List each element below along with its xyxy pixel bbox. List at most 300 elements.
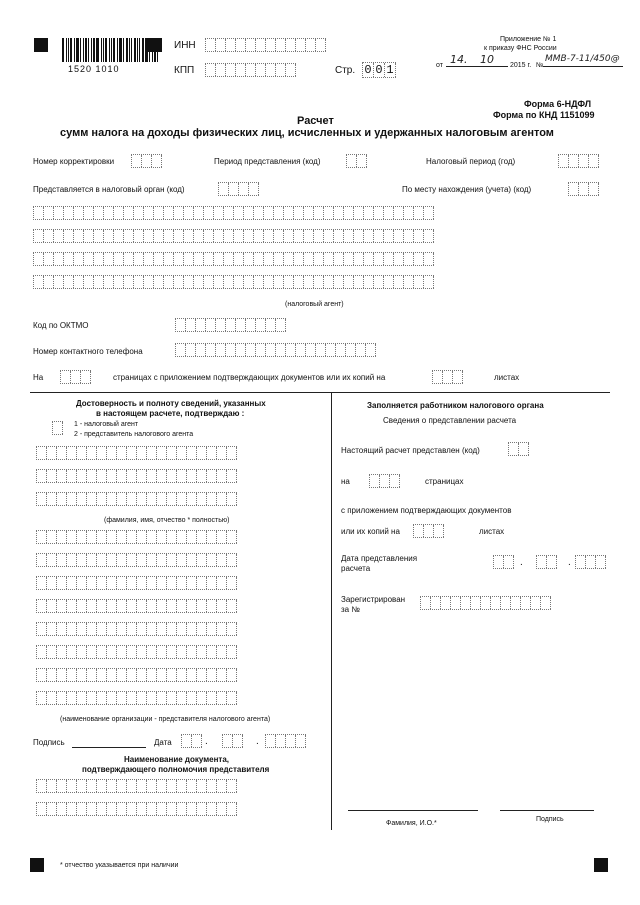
input-cell[interactable] — [77, 803, 87, 815]
input-cell[interactable] — [254, 276, 264, 288]
input-cell[interactable] — [364, 253, 374, 265]
input-cell[interactable] — [374, 207, 384, 219]
input-cell[interactable] — [57, 692, 67, 704]
input-cell[interactable] — [97, 447, 107, 459]
input-cell[interactable] — [134, 276, 144, 288]
input-cell[interactable] — [167, 669, 177, 681]
input-cell[interactable] — [451, 597, 461, 609]
input-cell[interactable] — [434, 525, 444, 537]
input-cell[interactable] — [57, 780, 67, 792]
input-cell[interactable] — [227, 780, 237, 792]
input-cell[interactable] — [286, 344, 296, 356]
input-cell[interactable] — [107, 669, 117, 681]
input-cell[interactable] — [224, 207, 234, 219]
input-cell[interactable] — [304, 253, 314, 265]
input-cell[interactable] — [57, 493, 67, 505]
input-cell[interactable] — [127, 493, 137, 505]
input-cell[interactable] — [194, 276, 204, 288]
input-cell[interactable] — [214, 207, 224, 219]
input-cell[interactable] — [227, 669, 237, 681]
input-cell[interactable] — [67, 531, 77, 543]
org-row-4[interactable] — [36, 599, 237, 613]
input-cell[interactable] — [177, 493, 187, 505]
input-cell[interactable] — [246, 319, 256, 331]
input-cell[interactable] — [246, 39, 256, 51]
input-cell[interactable] — [34, 253, 44, 265]
input-cell[interactable] — [186, 344, 196, 356]
input-cell[interactable] — [217, 493, 227, 505]
input-cell[interactable] — [57, 577, 67, 589]
input-cell[interactable] — [107, 493, 117, 505]
input-cell[interactable] — [177, 531, 187, 543]
input-cell[interactable] — [67, 646, 77, 658]
input-cell[interactable] — [87, 493, 97, 505]
input-cell[interactable] — [77, 646, 87, 658]
input-cell[interactable] — [394, 207, 404, 219]
input-cell[interactable] — [124, 276, 134, 288]
right-pages-field[interactable] — [369, 474, 400, 488]
date-year-field[interactable] — [265, 734, 306, 748]
input-cell[interactable] — [137, 447, 147, 459]
input-cell[interactable] — [137, 646, 147, 658]
input-cell[interactable] — [53, 422, 63, 434]
tax-agent-row-1[interactable] — [33, 206, 434, 220]
input-cell[interactable] — [234, 207, 244, 219]
input-cell[interactable] — [77, 577, 87, 589]
input-cell[interactable] — [57, 669, 67, 681]
input-cell[interactable] — [157, 669, 167, 681]
input-cell[interactable] — [47, 669, 57, 681]
right-signature-line[interactable] — [500, 810, 594, 811]
input-cell[interactable] — [196, 319, 206, 331]
input-cell[interactable] — [414, 276, 424, 288]
input-cell[interactable] — [147, 470, 157, 482]
input-cell[interactable] — [304, 276, 314, 288]
input-cell[interactable] — [57, 623, 67, 635]
input-cell[interactable] — [197, 577, 207, 589]
input-cell[interactable] — [77, 554, 87, 566]
input-cell[interactable] — [206, 64, 216, 76]
input-cell[interactable] — [47, 447, 57, 459]
input-cell[interactable] — [461, 597, 471, 609]
input-cell[interactable] — [286, 735, 296, 747]
input-cell[interactable] — [264, 207, 274, 219]
input-cell[interactable] — [206, 39, 216, 51]
input-cell[interactable] — [177, 447, 187, 459]
input-cell[interactable] — [357, 155, 367, 167]
input-cell[interactable] — [314, 230, 324, 242]
input-cell[interactable] — [97, 669, 107, 681]
input-cell[interactable] — [264, 253, 274, 265]
input-cell[interactable] — [87, 623, 97, 635]
input-cell[interactable] — [227, 803, 237, 815]
input-cell[interactable] — [364, 230, 374, 242]
input-cell[interactable] — [117, 646, 127, 658]
input-cell[interactable] — [147, 780, 157, 792]
input-cell[interactable] — [596, 556, 606, 568]
input-cell[interactable] — [236, 64, 246, 76]
input-cell[interactable] — [306, 39, 316, 51]
right-sheets-field[interactable] — [413, 524, 444, 538]
input-cell[interactable] — [197, 803, 207, 815]
input-cell[interactable] — [107, 600, 117, 612]
input-cell[interactable] — [509, 443, 519, 455]
input-cell[interactable] — [147, 600, 157, 612]
input-cell[interactable] — [187, 623, 197, 635]
input-cell[interactable] — [97, 646, 107, 658]
input-cell[interactable] — [97, 803, 107, 815]
page-number-digit[interactable]: 0 — [363, 63, 374, 77]
input-cell[interactable] — [57, 646, 67, 658]
input-cell[interactable] — [147, 623, 157, 635]
input-cell[interactable] — [54, 253, 64, 265]
input-cell[interactable] — [74, 207, 84, 219]
input-cell[interactable] — [424, 230, 434, 242]
input-cell[interactable] — [394, 230, 404, 242]
input-cell[interactable] — [187, 470, 197, 482]
input-cell[interactable] — [127, 669, 137, 681]
input-cell[interactable] — [254, 230, 264, 242]
input-cell[interactable] — [207, 692, 217, 704]
input-cell[interactable] — [197, 669, 207, 681]
input-cell[interactable] — [147, 447, 157, 459]
input-cell[interactable] — [176, 344, 186, 356]
input-cell[interactable] — [187, 531, 197, 543]
fio-row-3[interactable] — [36, 492, 237, 506]
input-cell[interactable] — [144, 207, 154, 219]
input-cell[interactable] — [207, 470, 217, 482]
input-cell[interactable] — [167, 600, 177, 612]
input-cell[interactable] — [77, 692, 87, 704]
input-cell[interactable] — [384, 207, 394, 219]
input-cell[interactable] — [124, 253, 134, 265]
org-row-8[interactable] — [36, 691, 237, 705]
input-cell[interactable] — [34, 276, 44, 288]
input-cell[interactable] — [137, 531, 147, 543]
input-cell[interactable] — [97, 470, 107, 482]
input-cell[interactable] — [84, 207, 94, 219]
input-cell[interactable] — [229, 183, 239, 195]
input-cell[interactable] — [134, 253, 144, 265]
input-cell[interactable] — [207, 803, 217, 815]
input-cell[interactable] — [197, 780, 207, 792]
input-cell[interactable] — [77, 470, 87, 482]
input-cell[interactable] — [316, 344, 326, 356]
input-cell[interactable] — [147, 646, 157, 658]
input-cell[interactable] — [576, 556, 586, 568]
input-cell[interactable] — [236, 39, 246, 51]
input-cell[interactable] — [47, 577, 57, 589]
input-cell[interactable] — [167, 493, 177, 505]
tax-agent-row-2[interactable] — [33, 229, 434, 243]
input-cell[interactable] — [84, 253, 94, 265]
input-cell[interactable] — [57, 554, 67, 566]
input-cell[interactable] — [559, 155, 569, 167]
input-cell[interactable] — [431, 597, 441, 609]
input-cell[interactable] — [174, 207, 184, 219]
input-cell[interactable] — [197, 531, 207, 543]
input-cell[interactable] — [384, 230, 394, 242]
input-cell[interactable] — [114, 230, 124, 242]
input-cell[interactable] — [217, 803, 227, 815]
input-cell[interactable] — [97, 780, 107, 792]
input-cell[interactable] — [374, 253, 384, 265]
input-cell[interactable] — [286, 64, 296, 76]
input-cell[interactable] — [276, 344, 286, 356]
input-cell[interactable] — [354, 276, 364, 288]
input-cell[interactable] — [414, 207, 424, 219]
input-cell[interactable] — [104, 230, 114, 242]
input-cell[interactable] — [114, 253, 124, 265]
input-cell[interactable] — [256, 64, 266, 76]
input-cell[interactable] — [207, 646, 217, 658]
input-cell[interactable] — [37, 470, 47, 482]
input-cell[interactable] — [74, 276, 84, 288]
input-cell[interactable] — [127, 692, 137, 704]
input-cell[interactable] — [167, 447, 177, 459]
input-cell[interactable] — [177, 646, 187, 658]
doc-row-2[interactable] — [36, 802, 237, 816]
input-cell[interactable] — [256, 39, 266, 51]
input-cell[interactable] — [97, 531, 107, 543]
input-cell[interactable] — [117, 493, 127, 505]
input-cell[interactable] — [187, 669, 197, 681]
input-cell[interactable] — [404, 276, 414, 288]
input-cell[interactable] — [107, 623, 117, 635]
input-cell[interactable] — [187, 493, 197, 505]
input-cell[interactable] — [167, 470, 177, 482]
input-cell[interactable] — [424, 525, 434, 537]
input-cell[interactable] — [197, 554, 207, 566]
input-cell[interactable] — [87, 531, 97, 543]
input-cell[interactable] — [424, 276, 434, 288]
input-cell[interactable] — [87, 780, 97, 792]
input-cell[interactable] — [216, 319, 226, 331]
input-cell[interactable] — [127, 780, 137, 792]
input-cell[interactable] — [157, 447, 167, 459]
input-cell[interactable] — [346, 344, 356, 356]
input-cell[interactable] — [471, 597, 481, 609]
input-cell[interactable] — [227, 646, 237, 658]
input-cell[interactable] — [97, 623, 107, 635]
input-cell[interactable] — [217, 646, 227, 658]
pages-count-field[interactable] — [60, 370, 91, 384]
fio-row-1[interactable] — [36, 446, 237, 460]
submission-day-field[interactable] — [493, 555, 514, 569]
input-cell[interactable] — [294, 230, 304, 242]
input-cell[interactable] — [374, 276, 384, 288]
input-cell[interactable] — [344, 230, 354, 242]
input-cell[interactable] — [67, 692, 77, 704]
input-cell[interactable] — [164, 276, 174, 288]
input-cell[interactable] — [64, 230, 74, 242]
input-cell[interactable] — [107, 780, 117, 792]
input-cell[interactable] — [394, 253, 404, 265]
input-cell[interactable] — [249, 183, 259, 195]
input-cell[interactable] — [214, 253, 224, 265]
input-cell[interactable] — [314, 253, 324, 265]
input-cell[interactable] — [531, 597, 541, 609]
input-cell[interactable] — [404, 230, 414, 242]
input-cell[interactable] — [147, 531, 157, 543]
input-cell[interactable] — [127, 623, 137, 635]
input-cell[interactable] — [144, 253, 154, 265]
input-cell[interactable] — [246, 344, 256, 356]
input-cell[interactable] — [77, 780, 87, 792]
input-cell[interactable] — [264, 276, 274, 288]
input-cell[interactable] — [194, 253, 204, 265]
input-cell[interactable] — [177, 600, 187, 612]
input-cell[interactable] — [167, 803, 177, 815]
input-cell[interactable] — [194, 230, 204, 242]
input-cell[interactable] — [276, 319, 286, 331]
input-cell[interactable] — [37, 600, 47, 612]
org-row-2[interactable] — [36, 553, 237, 567]
input-cell[interactable] — [296, 344, 306, 356]
input-cell[interactable] — [266, 344, 276, 356]
input-cell[interactable] — [97, 577, 107, 589]
input-cell[interactable] — [44, 253, 54, 265]
input-cell[interactable] — [157, 577, 167, 589]
input-cell[interactable] — [137, 577, 147, 589]
input-cell[interactable] — [104, 276, 114, 288]
input-cell[interactable] — [157, 646, 167, 658]
input-cell[interactable] — [276, 735, 286, 747]
input-cell[interactable] — [147, 669, 157, 681]
input-cell[interactable] — [94, 207, 104, 219]
input-cell[interactable] — [197, 692, 207, 704]
input-cell[interactable] — [586, 556, 596, 568]
input-cell[interactable] — [134, 230, 144, 242]
input-cell[interactable] — [236, 344, 246, 356]
input-cell[interactable] — [127, 803, 137, 815]
input-cell[interactable] — [284, 276, 294, 288]
input-cell[interactable] — [94, 253, 104, 265]
input-cell[interactable] — [67, 493, 77, 505]
input-cell[interactable] — [177, 470, 187, 482]
input-cell[interactable] — [266, 39, 276, 51]
input-cell[interactable] — [256, 319, 266, 331]
input-cell[interactable] — [187, 780, 197, 792]
input-cell[interactable] — [177, 669, 187, 681]
input-cell[interactable] — [177, 623, 187, 635]
input-cell[interactable] — [197, 646, 207, 658]
submission-year-field[interactable] — [575, 555, 606, 569]
input-cell[interactable] — [521, 597, 531, 609]
input-cell[interactable] — [370, 475, 380, 487]
input-cell[interactable] — [137, 669, 147, 681]
input-cell[interactable] — [107, 531, 117, 543]
input-cell[interactable] — [266, 319, 276, 331]
input-cell[interactable] — [206, 319, 216, 331]
input-cell[interactable] — [384, 253, 394, 265]
input-cell[interactable] — [184, 207, 194, 219]
input-cell[interactable] — [187, 692, 197, 704]
input-cell[interactable] — [47, 470, 57, 482]
input-cell[interactable] — [47, 646, 57, 658]
input-cell[interactable] — [227, 600, 237, 612]
org-row-6[interactable] — [36, 645, 237, 659]
input-cell[interactable] — [326, 344, 336, 356]
input-cell[interactable] — [214, 230, 224, 242]
location-field[interactable] — [568, 182, 599, 196]
input-cell[interactable] — [217, 554, 227, 566]
input-cell[interactable] — [114, 276, 124, 288]
input-cell[interactable] — [192, 735, 202, 747]
input-cell[interactable] — [37, 803, 47, 815]
oktmo-field[interactable] — [175, 318, 286, 332]
input-cell[interactable] — [233, 735, 243, 747]
input-cell[interactable] — [107, 447, 117, 459]
input-cell[interactable] — [223, 735, 233, 747]
input-cell[interactable] — [207, 531, 217, 543]
input-cell[interactable] — [453, 371, 463, 383]
input-cell[interactable] — [177, 692, 187, 704]
input-cell[interactable] — [254, 253, 264, 265]
input-cell[interactable] — [244, 253, 254, 265]
input-cell[interactable] — [414, 525, 424, 537]
input-cell[interactable] — [107, 577, 117, 589]
input-cell[interactable] — [37, 554, 47, 566]
input-cell[interactable] — [174, 253, 184, 265]
input-cell[interactable] — [87, 470, 97, 482]
input-cell[interactable] — [77, 623, 87, 635]
input-cell[interactable] — [324, 276, 334, 288]
input-cell[interactable] — [284, 207, 294, 219]
input-cell[interactable] — [154, 253, 164, 265]
input-cell[interactable] — [294, 207, 304, 219]
input-cell[interactable] — [219, 183, 229, 195]
submitted-code-field[interactable] — [508, 442, 529, 456]
input-cell[interactable] — [117, 470, 127, 482]
input-cell[interactable] — [54, 276, 64, 288]
input-cell[interactable] — [67, 803, 77, 815]
input-cell[interactable] — [87, 646, 97, 658]
input-cell[interactable] — [519, 443, 529, 455]
input-cell[interactable] — [157, 493, 167, 505]
input-cell[interactable] — [224, 276, 234, 288]
input-cell[interactable] — [491, 597, 501, 609]
input-cell[interactable] — [537, 556, 547, 568]
input-cell[interactable] — [57, 531, 67, 543]
fio-row-2[interactable] — [36, 469, 237, 483]
input-cell[interactable] — [177, 803, 187, 815]
org-row-7[interactable] — [36, 668, 237, 682]
input-cell[interactable] — [424, 253, 434, 265]
input-cell[interactable] — [127, 577, 137, 589]
input-cell[interactable] — [117, 447, 127, 459]
input-cell[interactable] — [204, 207, 214, 219]
input-cell[interactable] — [276, 39, 286, 51]
input-cell[interactable] — [137, 554, 147, 566]
input-cell[interactable] — [97, 692, 107, 704]
input-cell[interactable] — [254, 207, 264, 219]
input-cell[interactable] — [127, 531, 137, 543]
input-cell[interactable] — [197, 600, 207, 612]
input-cell[interactable] — [227, 447, 237, 459]
input-cell[interactable] — [37, 577, 47, 589]
input-cell[interactable] — [57, 447, 67, 459]
input-cell[interactable] — [37, 780, 47, 792]
input-cell[interactable] — [137, 470, 147, 482]
input-cell[interactable] — [77, 493, 87, 505]
input-cell[interactable] — [144, 276, 154, 288]
input-cell[interactable] — [137, 692, 147, 704]
input-cell[interactable] — [87, 447, 97, 459]
input-cell[interactable] — [504, 556, 514, 568]
input-cell[interactable] — [206, 344, 216, 356]
input-cell[interactable] — [194, 207, 204, 219]
